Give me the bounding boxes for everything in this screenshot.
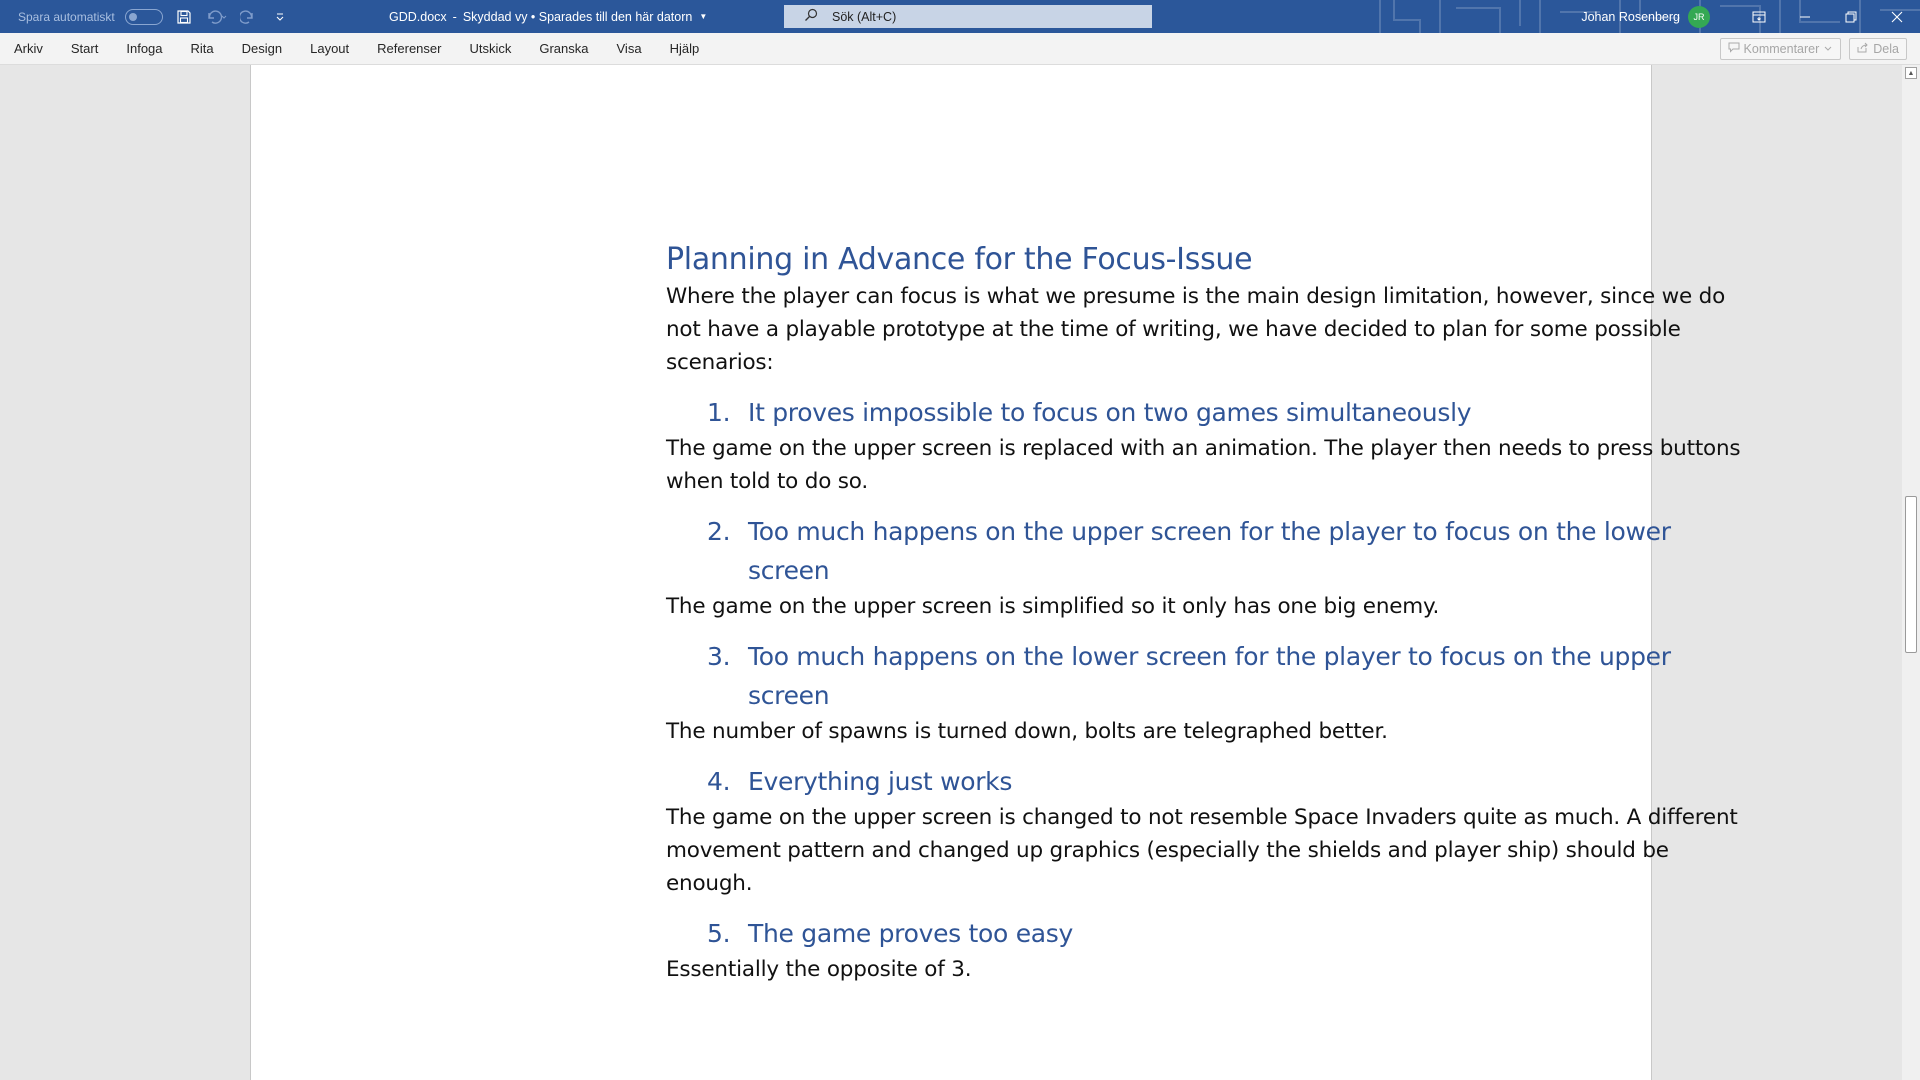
title-separator: - xyxy=(452,9,457,24)
minimize-icon[interactable] xyxy=(1782,0,1828,33)
list-number: 2. xyxy=(707,517,731,546)
tab-granska[interactable]: Granska xyxy=(539,41,589,56)
ribbon-tabs xyxy=(0,33,1920,65)
autosave-toggle[interactable] xyxy=(125,9,163,25)
scenario-body: The number of spawns is turned down, bolts are telegraphed better. xyxy=(666,719,1388,744)
search-icon xyxy=(804,8,818,25)
tab-infoga[interactable]: Infoga xyxy=(126,41,163,56)
tab-arkiv[interactable]: Arkiv xyxy=(14,41,43,56)
save-icon[interactable] xyxy=(173,6,195,28)
tab-hjalp[interactable]: Hjälp xyxy=(669,41,700,56)
document-status: Skyddad vy • Sparades till den här datorn xyxy=(462,9,693,24)
scenario-heading xyxy=(707,762,1746,801)
scenario-heading xyxy=(707,512,1746,590)
heading-1: Planning in Advance for the Focus-Issue xyxy=(666,242,1253,277)
comments-button[interactable] xyxy=(1720,38,1842,60)
autosave-label: Spara automatiskt xyxy=(18,9,115,24)
scenario-heading xyxy=(707,637,1746,715)
scenario-heading xyxy=(707,393,1746,432)
redo-icon[interactable] xyxy=(237,6,259,28)
scroll-up-icon[interactable]: ▲ xyxy=(1905,67,1917,79)
document-body[interactable] xyxy=(666,240,1746,986)
undo-icon[interactable] xyxy=(205,6,227,28)
quick-access-toolbar xyxy=(18,0,291,33)
title-bar-right xyxy=(1581,0,1920,33)
list-number: 4. xyxy=(707,767,731,796)
search-box[interactable] xyxy=(784,5,1152,28)
share-icon xyxy=(1857,42,1869,56)
scenario-title: The game proves too easy xyxy=(748,919,1074,948)
share-label: Dela xyxy=(1873,42,1899,56)
tab-design[interactable]: Design xyxy=(241,41,283,56)
scenario-body: Essentially the opposite of 3. xyxy=(666,957,972,982)
vertical-scrollbar[interactable] xyxy=(1902,65,1920,1080)
menu-tabs xyxy=(0,33,717,65)
scenario-title: Everything just works xyxy=(748,767,1013,796)
search-placeholder: Sök (Alt+C) xyxy=(832,9,897,24)
comment-icon xyxy=(1728,42,1740,56)
ribbon-actions xyxy=(1720,38,1907,60)
tab-rita[interactable]: Rita xyxy=(190,41,214,56)
scenario-body: The game on the upper screen is changed to not resemble Space Invaders quite as much. A different movement pattern and changed up graphics (especially the shields and player ship) should be enough. xyxy=(666,805,1738,896)
chevron-down-icon: ▼ xyxy=(699,12,708,21)
tab-utskick[interactable]: Utskick xyxy=(469,41,512,56)
chevron-down-icon xyxy=(1823,42,1833,56)
list-number: 5. xyxy=(707,919,731,948)
user-name[interactable]: Johan Rosenberg xyxy=(1581,9,1680,24)
tab-start[interactable]: Start xyxy=(70,41,99,56)
list-number: 3. xyxy=(707,642,731,671)
document-title[interactable] xyxy=(389,0,707,33)
list-number: 1. xyxy=(707,398,731,427)
tab-referenser[interactable]: Referenser xyxy=(377,41,442,56)
comments-label: Kommentarer xyxy=(1743,42,1820,56)
title-bar xyxy=(0,0,1920,33)
tab-visa[interactable]: Visa xyxy=(616,41,642,56)
avatar[interactable]: JR xyxy=(1688,6,1710,28)
document-page[interactable] xyxy=(250,65,1741,1080)
scenario-heading xyxy=(707,914,1746,953)
intro-paragraph: Where the player can focus is what we presume is the main design limitation, however, since we do not have a playable prototype at the time of writing, we have decided to plan for some possible scenarios: xyxy=(666,284,1726,375)
document-name: GDD.docx xyxy=(389,9,447,24)
scenario-body: The game on the upper screen is replaced with an animation. The player then needs to press buttons when told to do so. xyxy=(666,436,1741,494)
scenario-body: The game on the upper screen is simplified so it only has one big enemy. xyxy=(666,594,1440,619)
restore-icon[interactable] xyxy=(1828,0,1874,33)
customize-toolbar-icon[interactable] xyxy=(269,6,291,28)
scenario-title: Too much happens on the lower screen for the player to focus on the upper screen xyxy=(748,642,1671,710)
scenario-title: It proves impossible to focus on two games simultaneously xyxy=(748,398,1472,427)
tab-layout[interactable]: Layout xyxy=(310,41,350,56)
share-button[interactable] xyxy=(1849,38,1907,60)
scroll-thumb[interactable] xyxy=(1905,496,1917,653)
close-icon[interactable] xyxy=(1874,0,1920,33)
ribbon-display-options-icon[interactable] xyxy=(1736,0,1782,33)
scenario-title: Too much happens on the upper screen for the player to focus on the lower screen xyxy=(748,517,1671,585)
